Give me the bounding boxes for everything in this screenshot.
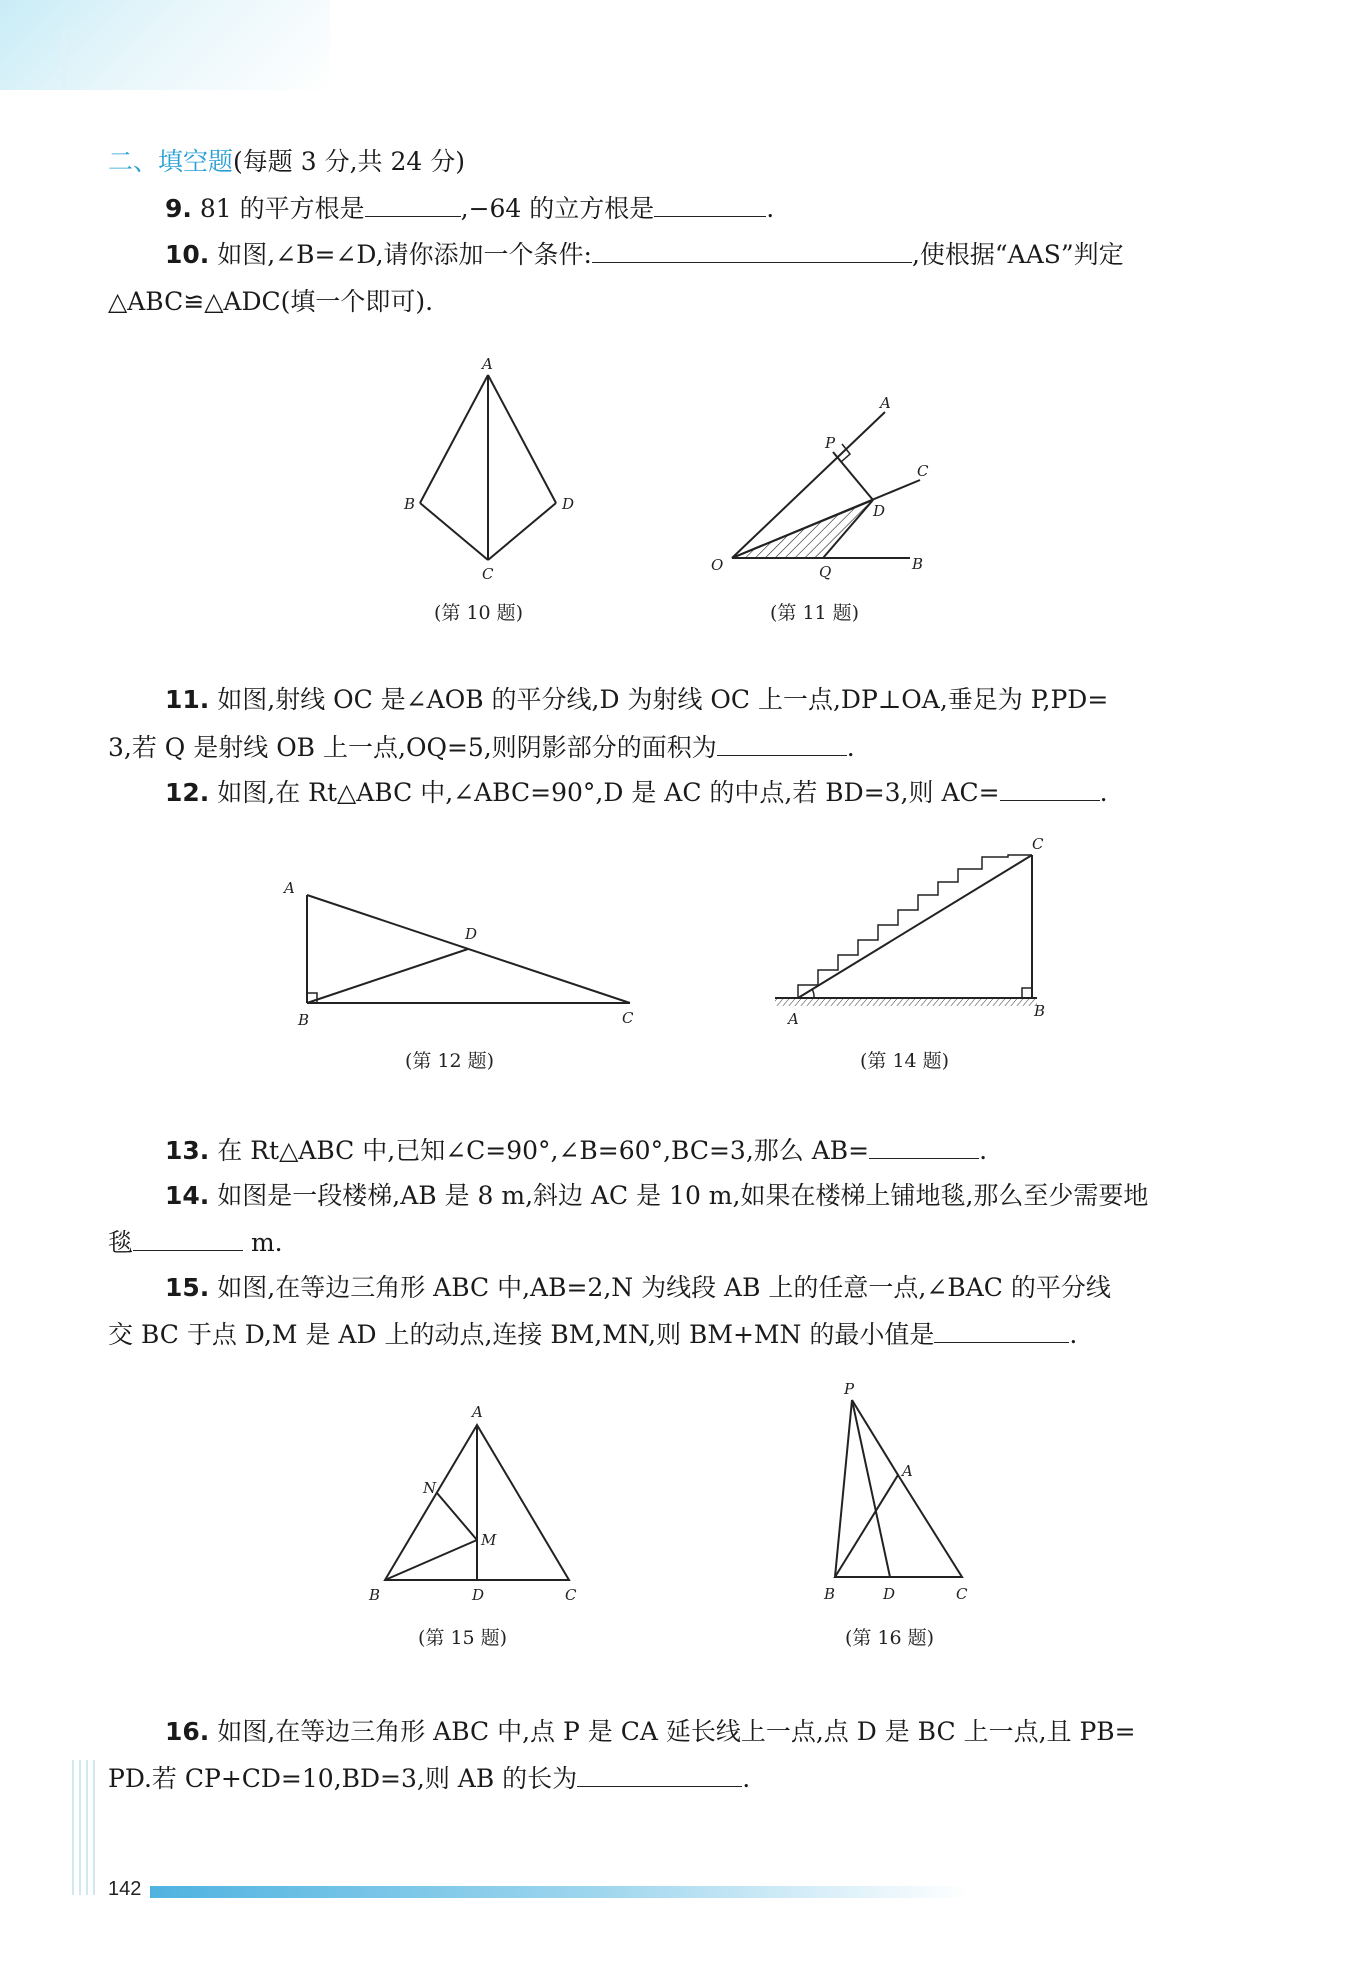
label-C: C	[482, 565, 494, 583]
question-number: 10.	[165, 240, 210, 269]
question-11-line2	[108, 727, 855, 768]
segment-BM	[385, 1540, 477, 1580]
question-9	[165, 188, 774, 229]
section-title: 二、填空题	[108, 147, 234, 176]
question-text: 如图,在等边三角形 ABC 中,点 P 是 CA 延长线上一点,点 D 是 BC 上一点,且 PB=	[217, 1717, 1136, 1746]
figure-11	[705, 390, 940, 585]
label-B: B	[404, 495, 416, 513]
figure-12-caption: (第 12 题)	[405, 1050, 495, 1072]
label-B: B	[912, 555, 924, 573]
label-Q: Q	[819, 563, 832, 581]
question-text: 如图,射线 OC 是∠AOB 的平分线,D 为射线 OC 上一点,DP⊥OA,垂足为 P,PD=	[217, 685, 1109, 714]
segment-AC	[798, 855, 1032, 998]
answer-blank[interactable]	[869, 1130, 979, 1159]
question-text: .	[846, 733, 855, 762]
segment-AB	[420, 375, 488, 503]
section-header	[108, 142, 465, 182]
label-C: C	[565, 1586, 577, 1604]
label-C: C	[956, 1585, 968, 1603]
answer-blank[interactable]	[365, 188, 461, 217]
label-B: B	[369, 1586, 381, 1604]
label-D: D	[472, 1586, 485, 1604]
question-text: ,−64 的立方根是	[460, 194, 655, 223]
label-M: M	[481, 1531, 497, 1549]
question-13	[165, 1130, 987, 1171]
label-A: A	[482, 355, 493, 373]
margin-decoration	[72, 1760, 98, 1895]
answer-blank[interactable]	[1000, 772, 1100, 801]
answer-blank[interactable]	[934, 1314, 1069, 1343]
question-text: .	[766, 194, 775, 223]
figure-10	[400, 355, 580, 585]
question-15	[165, 1268, 1111, 1308]
page-number: 142	[108, 1878, 142, 1900]
label-C: C	[622, 1009, 634, 1027]
segment-PD	[852, 1400, 890, 1577]
segment-PD	[833, 452, 873, 500]
question-number: 11.	[165, 685, 210, 714]
question-number: 14.	[165, 1181, 210, 1210]
figure-15-caption: (第 15 题)	[418, 1627, 508, 1649]
figure-14-caption: (第 14 题)	[860, 1050, 950, 1072]
figure-14	[770, 835, 1070, 1030]
question-number: 9.	[165, 194, 192, 223]
label-A: A	[788, 1010, 799, 1028]
answer-blank[interactable]	[577, 1758, 742, 1787]
label-B: B	[298, 1011, 310, 1029]
segment-PB	[835, 1400, 852, 1577]
question-text: 在 Rt△ABC 中,已知∠C=90°,∠B=60°,BC=3,那么 AB=	[217, 1136, 870, 1165]
label-N: N	[423, 1479, 437, 1497]
question-text: 3,若 Q 是射线 OB 上一点,OQ=5,则阴影部分的面积为	[108, 733, 717, 762]
question-number: 12.	[165, 778, 210, 807]
segment-BC	[420, 503, 488, 560]
question-10-line2: △ABC≌△ADC(填一个即可).	[108, 287, 434, 316]
label-A: A	[880, 394, 891, 412]
question-15-line2	[108, 1314, 1077, 1355]
question-text: 毯	[108, 1228, 134, 1257]
footer-bar	[150, 1886, 970, 1898]
label-P: P	[825, 434, 836, 452]
figure-16	[810, 1380, 990, 1610]
question-text: 如图是一段楼梯,AB 是 8 m,斜边 AC 是 10 m,如果在楼梯上铺地毯,那么至少需要地	[217, 1181, 1149, 1210]
label-O: O	[711, 556, 724, 574]
answer-blank[interactable]	[717, 727, 847, 756]
question-text: m.	[243, 1228, 283, 1257]
question-11	[165, 680, 1108, 720]
question-text: 81 的平方根是	[199, 194, 365, 223]
segment-PA	[852, 1400, 898, 1475]
question-text: .	[979, 1136, 988, 1165]
segment-AD	[488, 375, 556, 503]
question-text: PD.若 CP+CD=10,BD=3,则 AB 的长为	[108, 1764, 578, 1793]
margin-decoration	[62, 30, 66, 90]
question-12	[165, 772, 1108, 813]
label-B: B	[1034, 1002, 1046, 1020]
label-B: B	[824, 1585, 836, 1603]
section-note: (每题 3 分,共 24 分)	[233, 147, 465, 176]
label-A: A	[902, 1462, 913, 1480]
question-text: .	[1069, 1320, 1078, 1349]
segment-NM	[437, 1493, 477, 1540]
question-text: .	[742, 1764, 751, 1793]
question-16	[165, 1712, 1136, 1752]
question-16-line2	[108, 1758, 750, 1799]
segment-DC	[488, 503, 556, 560]
question-number: 13.	[165, 1136, 210, 1165]
question-text: 如图,∠B=∠D,请你添加一个条件:	[217, 240, 592, 269]
figure-10-caption: (第 10 题)	[434, 602, 524, 624]
question-text: ,使根据“AAS”判定	[911, 240, 1124, 269]
label-D: D	[562, 495, 575, 513]
question-text: 如图,在等边三角形 ABC 中,AB=2,N 为线段 AB 上的任意一点,∠BAC 的平分线	[217, 1273, 1111, 1302]
answer-blank[interactable]	[592, 234, 912, 263]
label-A: A	[472, 1403, 483, 1421]
figure-15	[365, 1395, 585, 1615]
triangle-ABC	[835, 1475, 962, 1577]
answer-blank[interactable]	[133, 1222, 243, 1251]
label-C: C	[1032, 835, 1044, 853]
label-C: C	[917, 462, 929, 480]
ground-hatch	[775, 998, 1037, 1006]
question-number: 15.	[165, 1273, 210, 1302]
question-14	[165, 1176, 1148, 1216]
corner-decoration	[0, 0, 330, 90]
figure-16-caption: (第 16 题)	[845, 1627, 935, 1649]
label-D: D	[465, 925, 478, 943]
label-P: P	[844, 1380, 855, 1398]
question-text: 交 BC 于点 D,M 是 AD 上的动点,连接 BM,MN,则 BM+MN 的最小值是	[108, 1320, 935, 1349]
question-text: 如图,在 Rt△ABC 中,∠ABC=90°,D 是 AC 的中点,若 BD=3,则 AC=	[217, 778, 1000, 807]
question-10	[165, 234, 1124, 275]
question-number: 16.	[165, 1717, 210, 1746]
figure-11-caption: (第 11 题)	[770, 602, 860, 624]
label-A: A	[284, 879, 295, 897]
angle-arc	[812, 989, 814, 998]
right-angle-mark	[1022, 988, 1032, 998]
label-D: D	[883, 1585, 896, 1603]
question-text: .	[1099, 778, 1108, 807]
figure-12	[280, 875, 660, 1035]
answer-blank[interactable]	[654, 188, 766, 217]
question-14-line2	[108, 1222, 283, 1263]
segment-BD	[307, 949, 468, 1003]
label-D: D	[873, 502, 886, 520]
